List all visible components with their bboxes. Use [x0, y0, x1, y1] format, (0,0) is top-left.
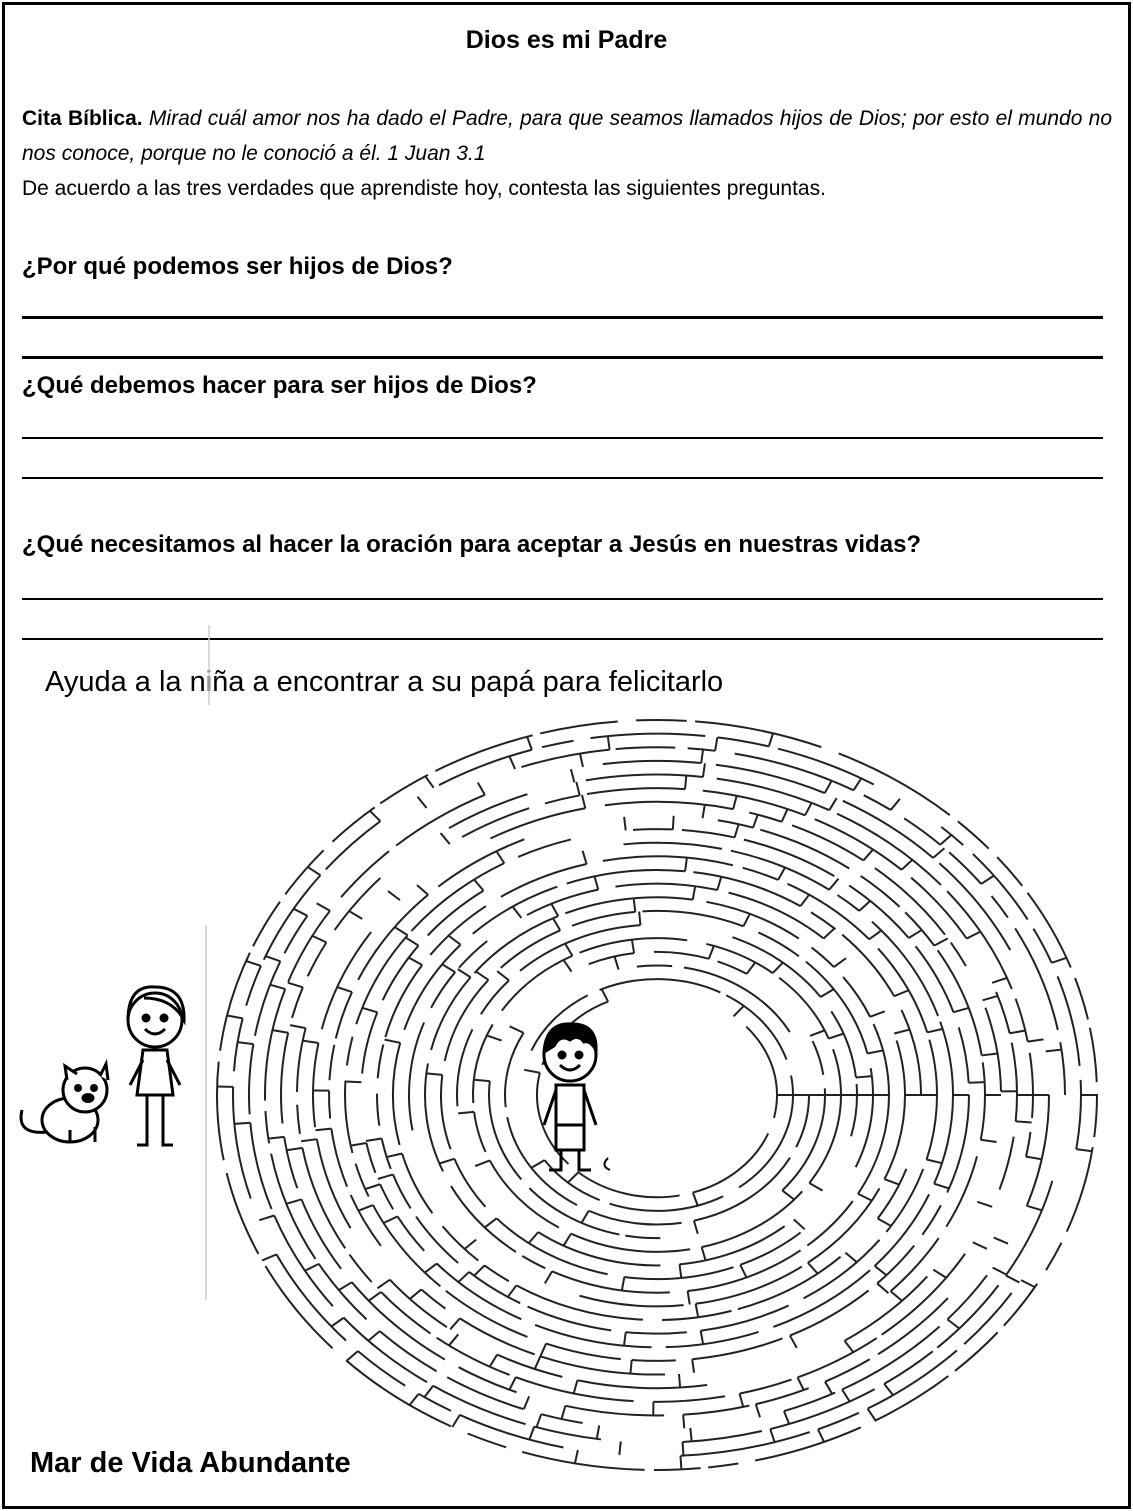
- circular-maze[interactable]: [217, 720, 1097, 1470]
- maze-prompt: Ayuda a la niña a encontrar a su papá para felicitarlo: [45, 666, 724, 698]
- question-1: ¿Por qué podemos ser hijos de Dios?: [22, 253, 453, 280]
- girl-figure-icon: [128, 987, 184, 1145]
- instructions: De acuerdo a las tres verdades que aprendiste hoy, contesta las siguientes preguntas.: [22, 177, 826, 200]
- page-title: Dios es mi Padre: [465, 26, 668, 54]
- footer-credit: Mar de Vida Abundante: [30, 1447, 351, 1479]
- question-3: ¿Qué necesitamos al hacer la oración para aceptar a Jesús en nuestras vidas?: [22, 531, 922, 558]
- dog-icon: [21, 1064, 108, 1142]
- quote-verse: Mirad cuál amor nos ha dado el Padre, para que seamos llamados hijos de Dios; por esto el mundo no nos conoce, porque no le conoció a él. 1 Juan 3.1: [22, 107, 1113, 165]
- question-2: ¿Qué debemos hacer para ser hijos de Dios?: [22, 372, 537, 399]
- quote-label: Cita Bíblica.: [22, 107, 143, 130]
